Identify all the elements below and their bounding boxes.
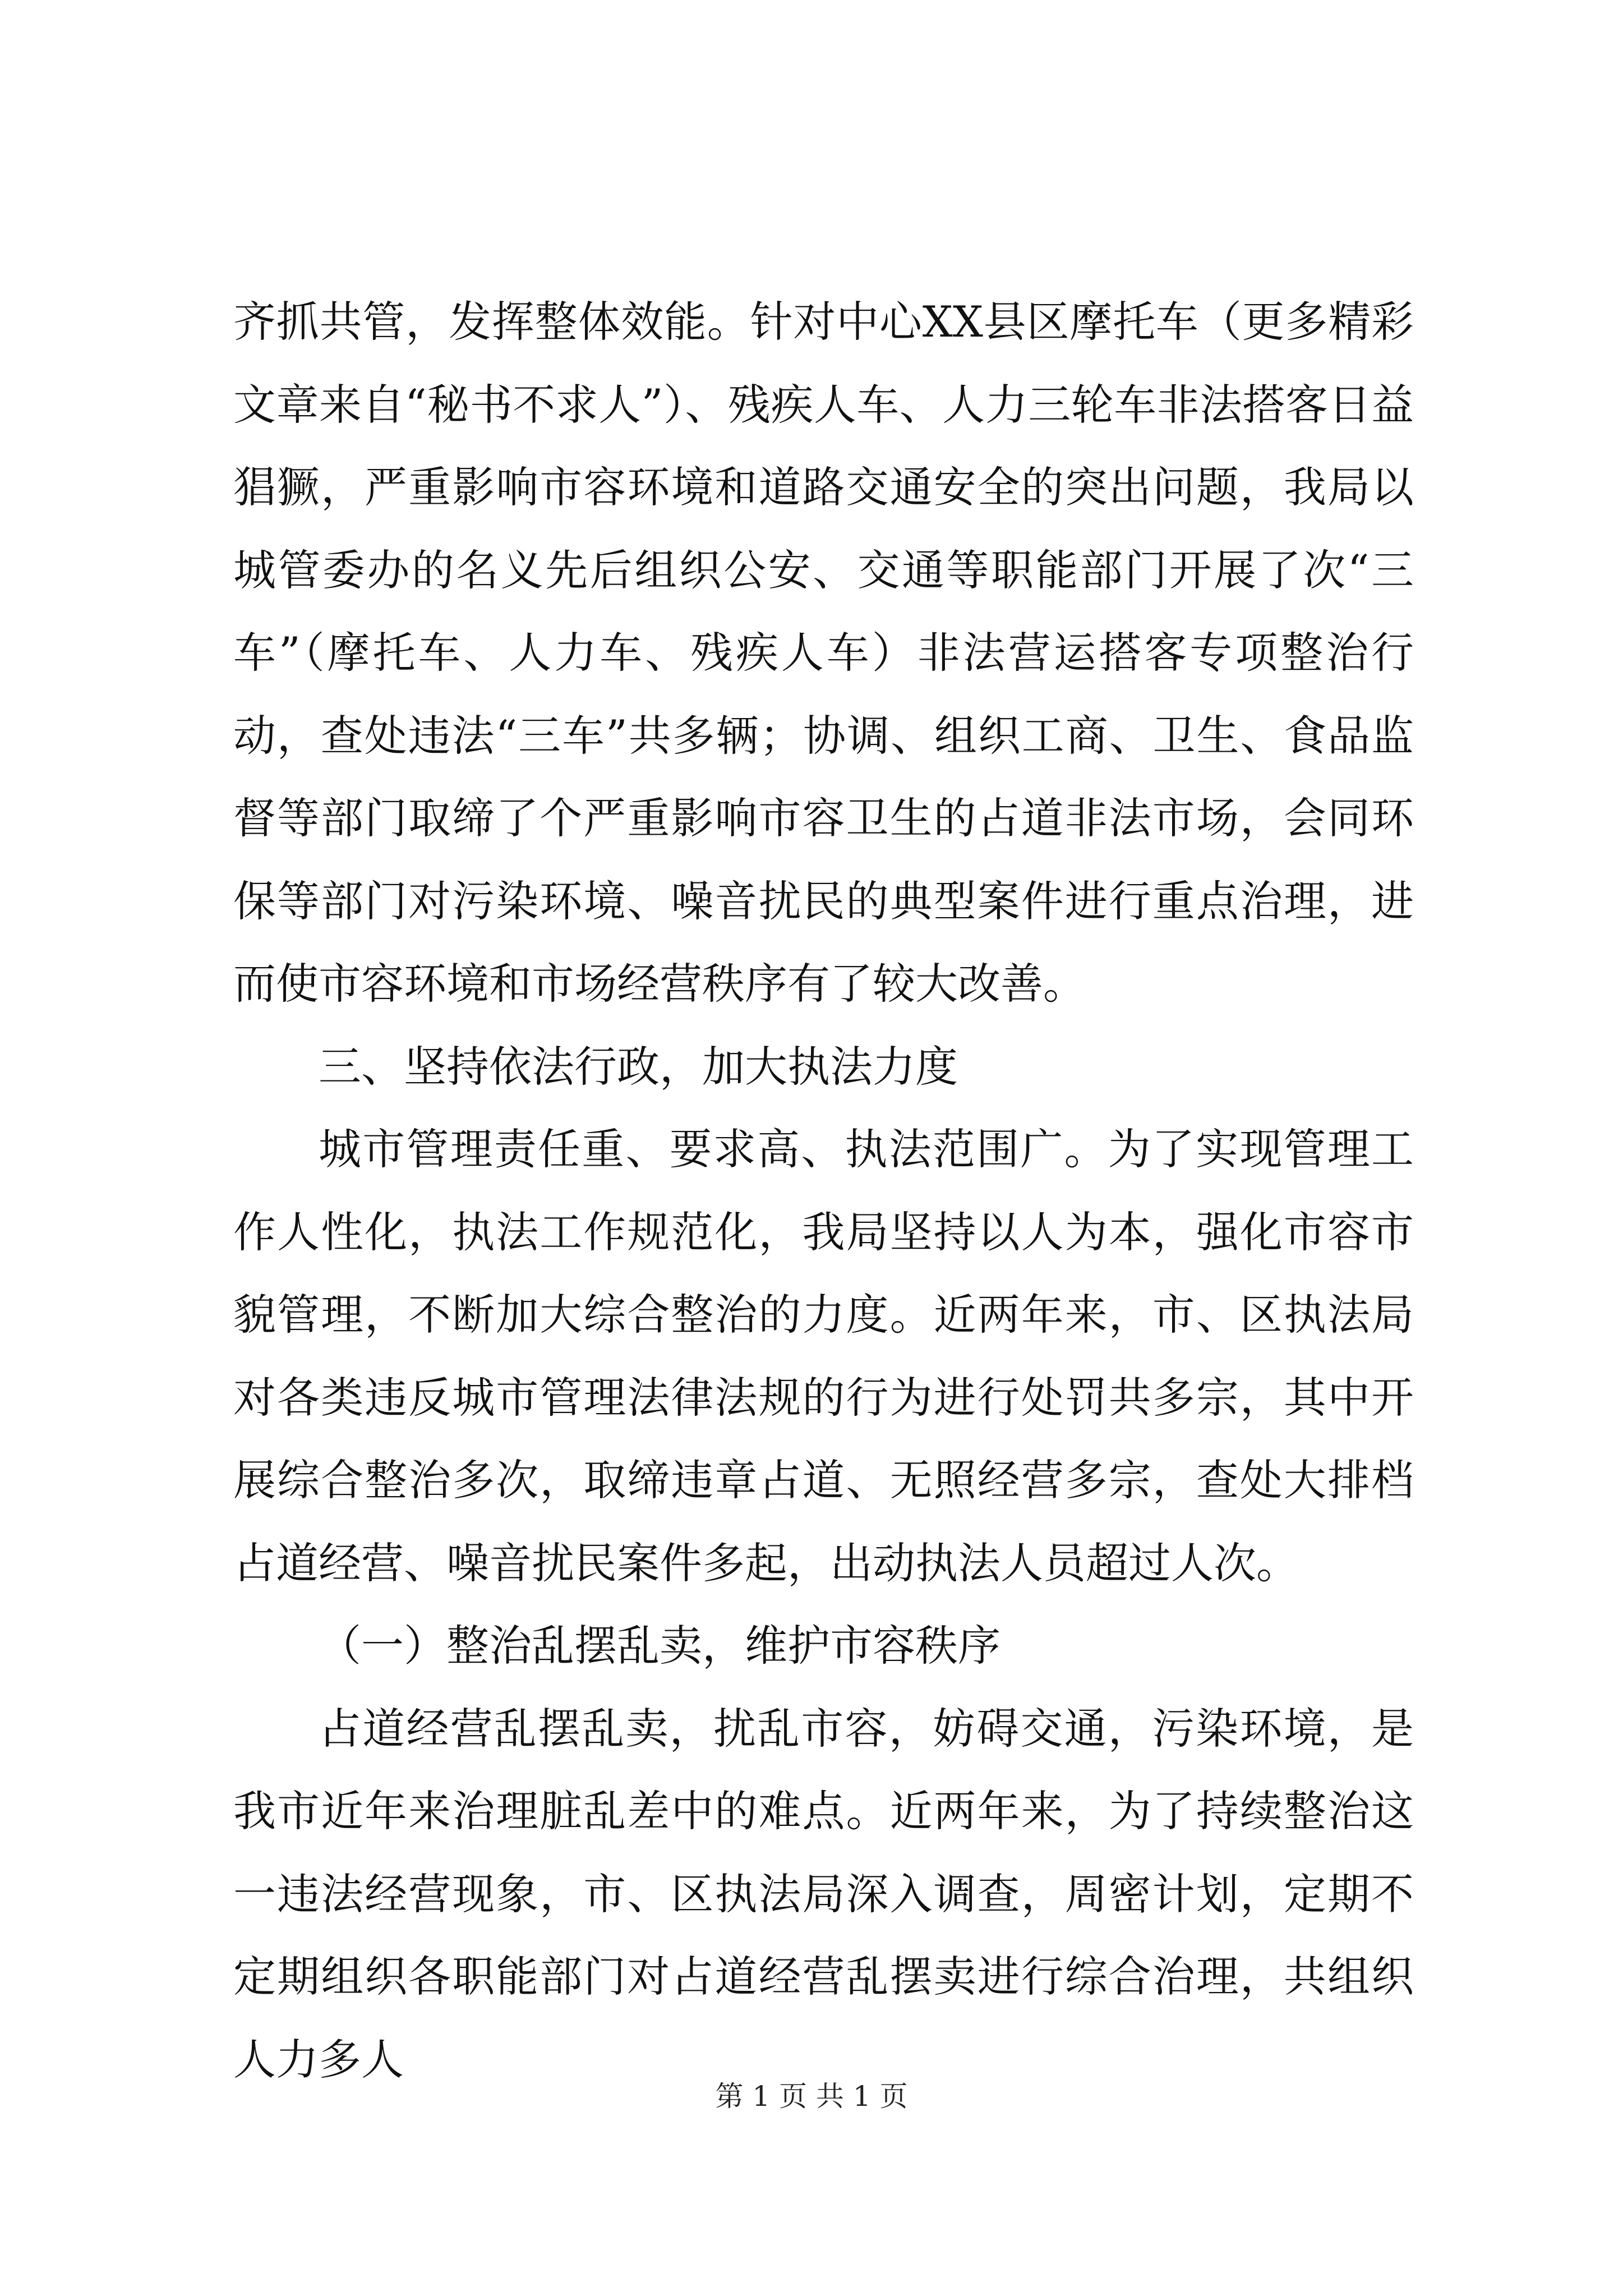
page-footer: 第 1 页 共 1 页 bbox=[715, 2080, 908, 2113]
document-body bbox=[233, 280, 1414, 2101]
subsection-heading: （一）整治乱摆乱卖，维护市容秩序 bbox=[319, 1621, 1000, 1671]
section-heading: 三、坚持依法行政，加大执法力度 bbox=[319, 1041, 958, 1092]
body-paragraph: 占道经营乱摆乱卖，扰乱市容，妨碍交通，污染环境，是我市近年来治理脏乱差中的难点。近两年来，为了持续整治这一违法经营现象，市、区执法局深入调查，周密计划，定期不定期组织各职能部门对占道经营乱摆卖进行综合治理，共组织人力多人 bbox=[233, 1703, 1414, 2085]
body-paragraph-continued: 齐抓共管，发挥整体效能。针对中心XX县区摩托车（更多精彩文章来自“秘书不求人”）、残疾人车、人力三轮车非法搭客日益猖獗，严重影响市容环境和道路交通安全的突出问题，我局以城管委办的名义先后组织公安、交通等职能部门开展了次“三车”（摩托车、人力车、残疾人车）非法营运搭客专项整治行动，查处违法“三车”共多辆；协调、组织工商、卫生、食品监督等部门取缔了个严重影响市容卫生的占道非法市场，会同环保等部门对污染环境、噪音扰民的典型案件进行重点治理，进而使市容环境和市场经营秩序有了较大改善。 bbox=[233, 297, 1414, 1009]
body-paragraph: 城市管理责任重、要求高、执法范围广。为了实现管理工作人性化，执法工作规范化，我局坚持以人为本，强化市容市貌管理，不断加大综合整治的力度。近两年来，市、区执法局对各类违反城市管理法律法规的行为进行处罚共多宗，其中开展综合整治多次，取缔违章占道、无照经营多宗，查处大排档占道经营、噪音扰民案件多起，出动执法人员超过人次。 bbox=[233, 1124, 1414, 1588]
